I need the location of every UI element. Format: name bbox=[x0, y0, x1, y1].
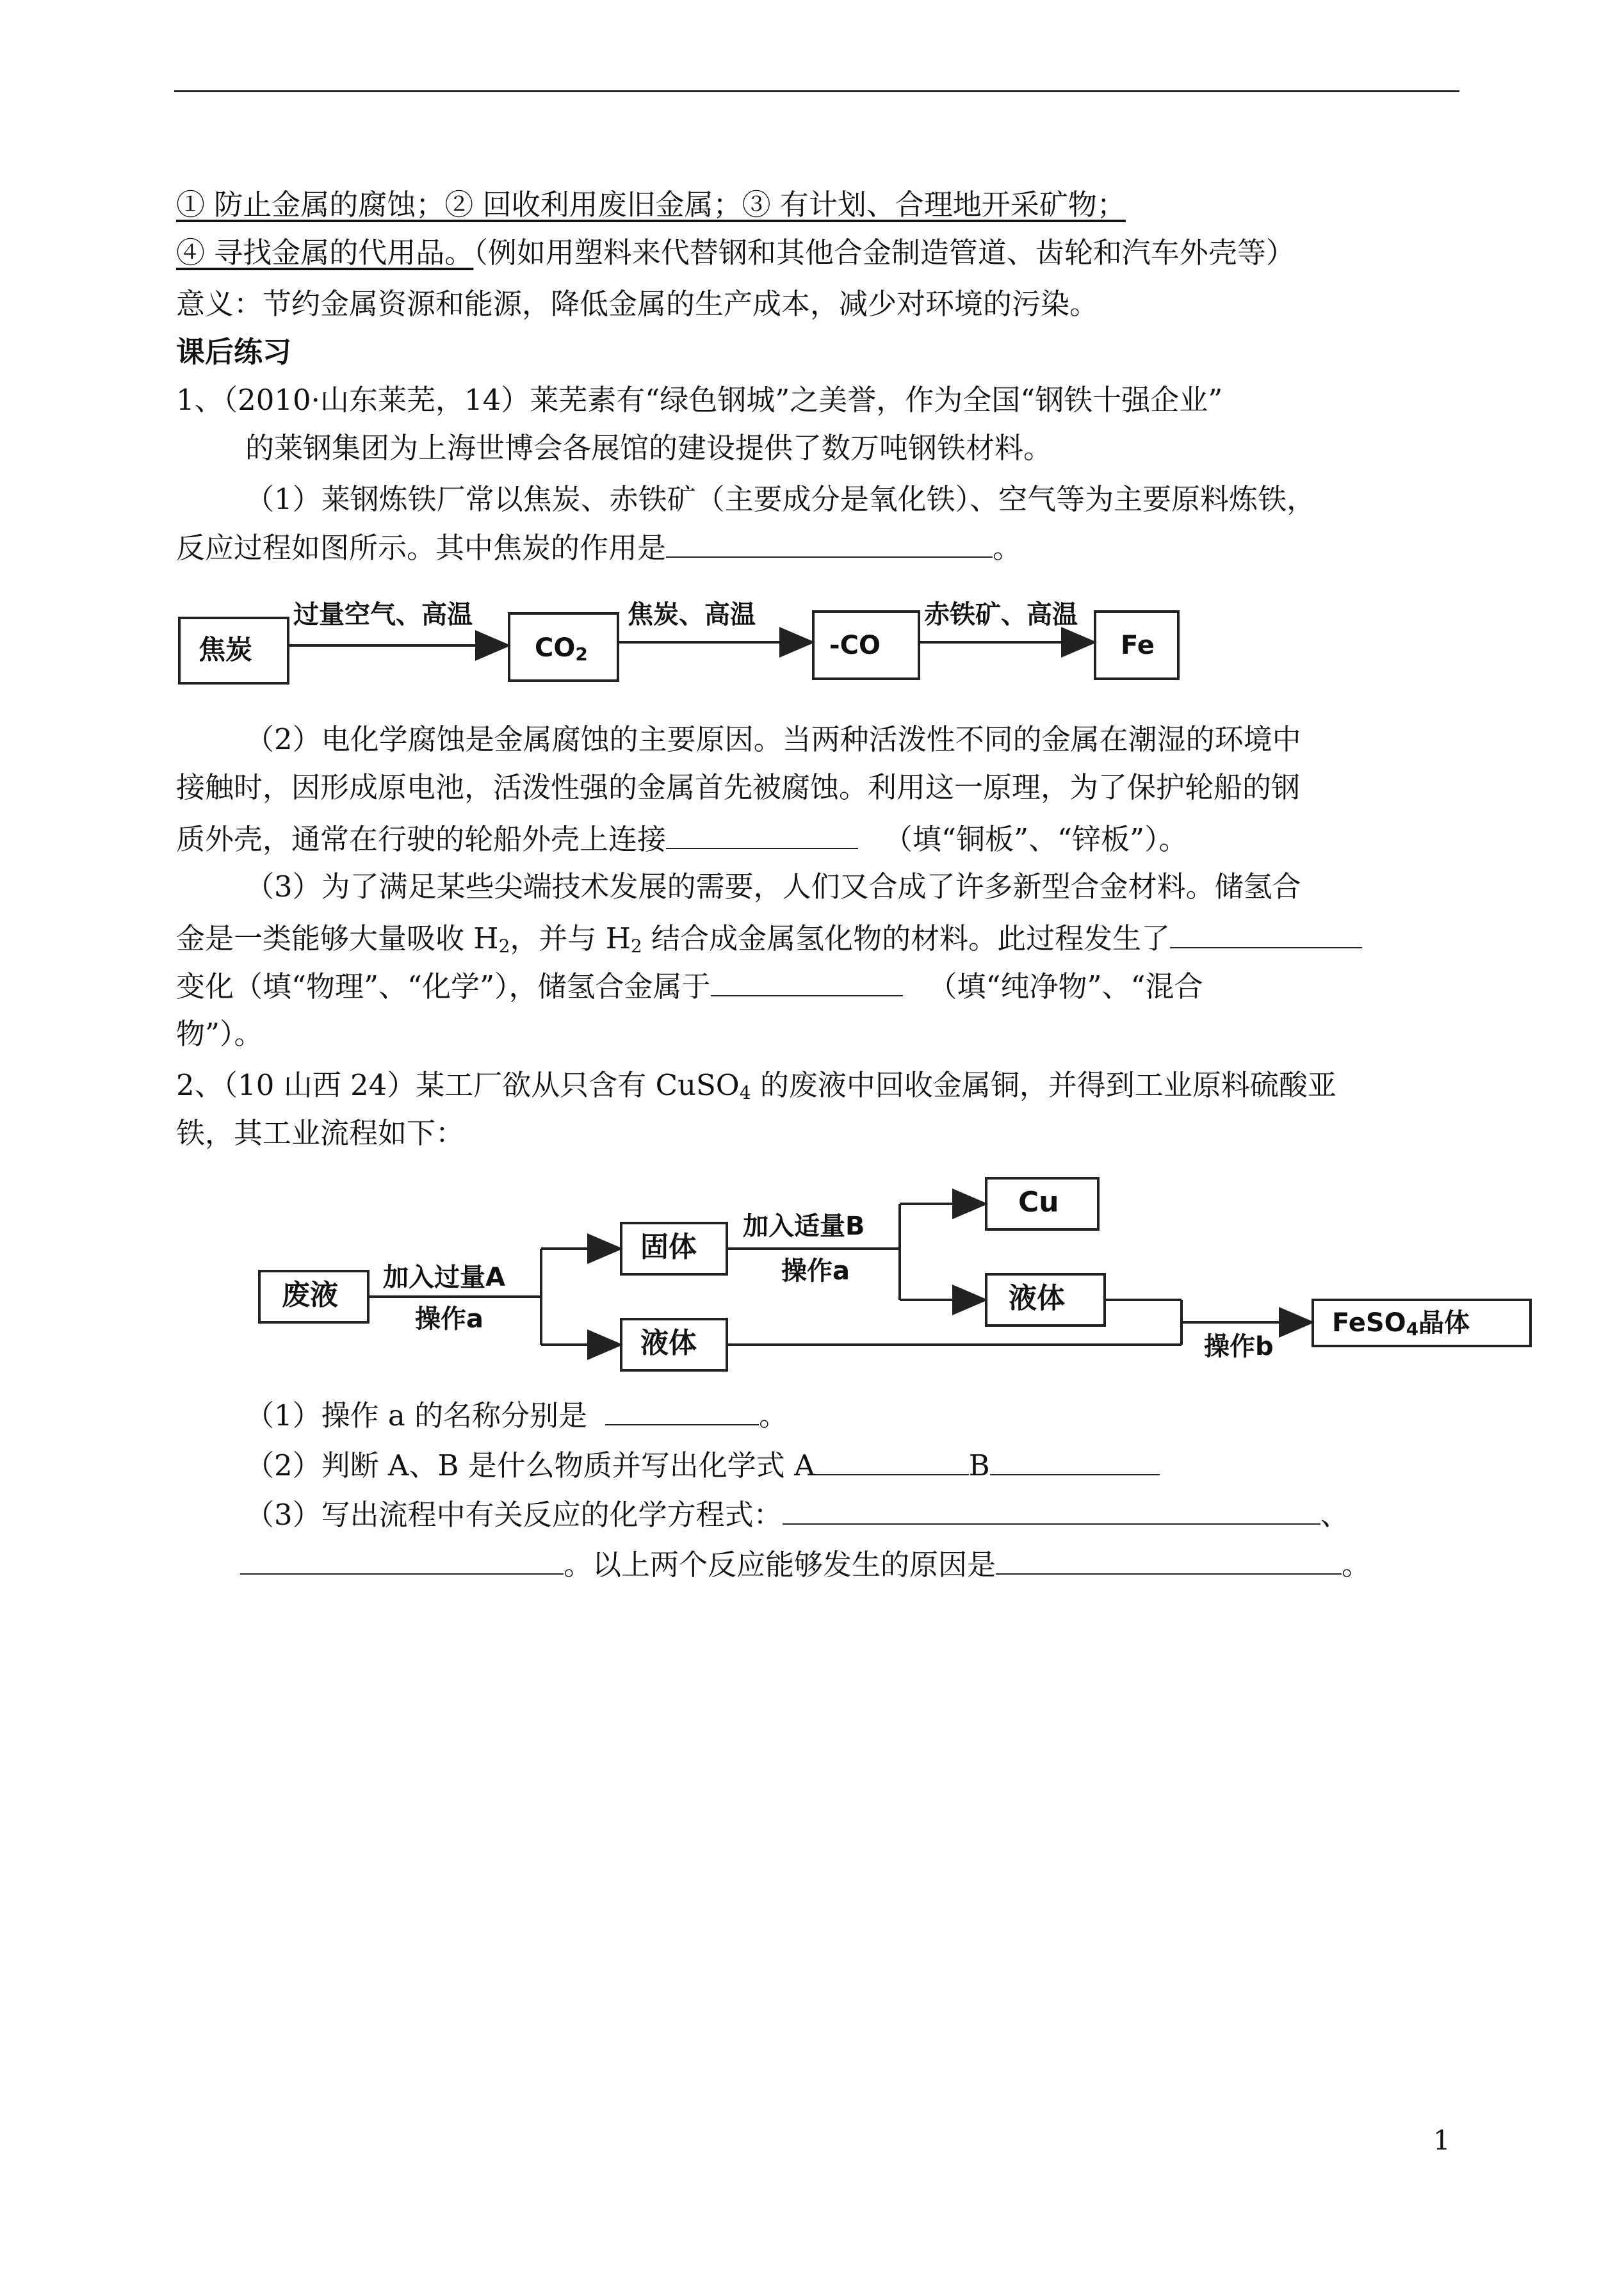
answer-blank-a[interactable] bbox=[815, 1446, 969, 1475]
label-add-a: 加入过量A bbox=[383, 1263, 505, 1292]
q1-intro-2: 的莱钢集团为上海世博会各展馆的建设提供了数万吨钢铁材料。 bbox=[245, 431, 1053, 465]
answer-blank-equation-2[interactable] bbox=[240, 1545, 564, 1575]
q1-part1-end: 。 bbox=[993, 531, 1022, 565]
label-liquid-1: 液体 bbox=[640, 1327, 697, 1359]
label-product: FeSO$_4$晶体 bbox=[1332, 1308, 1470, 1340]
section-heading: 课后练习 bbox=[176, 335, 292, 369]
answer-blank-substance-type[interactable] bbox=[711, 967, 903, 996]
measure-4-example: （例如用塑料来代替钢和其他合金制造管道、齿轮和汽车外壳等） bbox=[473, 236, 1295, 270]
answer-blank-op-a[interactable] bbox=[605, 1396, 759, 1425]
q2-intro-2: 铁，其工业流程如下： bbox=[176, 1116, 465, 1150]
label-op-a: 操作a bbox=[415, 1304, 483, 1334]
label-op-b: 操作b bbox=[1204, 1332, 1274, 1361]
label-fe: Fe bbox=[1121, 631, 1155, 660]
q1-part3-line4: 物”）。 bbox=[176, 1017, 263, 1051]
label-add-b: 加入适量B bbox=[743, 1212, 865, 1241]
q2-part2: （2）判断 A、B 是什么物质并写出化学式 A B bbox=[245, 1446, 1160, 1485]
label-arrow-3: 赤铁矿、高温 bbox=[924, 600, 1078, 629]
q1-part3-line1: （3）为了满足某些尖端技术发展的需要，人们又合成了许多新型合金材料。储氢合 bbox=[245, 870, 1301, 904]
answer-blank-change-type[interactable] bbox=[1170, 919, 1362, 948]
q1-part2-hint: （填“铜板”、“锌板”）。 bbox=[884, 822, 1188, 856]
q2-part3: （3）写出流程中有关反应的化学方程式： 、 bbox=[245, 1495, 1349, 1534]
answer-blank-reason[interactable] bbox=[996, 1545, 1342, 1575]
label-op-a-2: 操作a bbox=[781, 1256, 850, 1286]
answer-blank-equation-1[interactable] bbox=[783, 1495, 1320, 1525]
q1-part3-line2: 金是一类能够大量吸收 $H_2$，并与 $H_2$ 结合成金属氢化物的材料。此过程发生了 bbox=[176, 919, 1362, 966]
q2-intro-1: 2、（10 山西 24）某工厂欲从只含有 CuSO$_4$ 的废液中回收金属铜，并得到工业原料硫酸亚 bbox=[176, 1068, 1336, 1103]
q1-part2-line2: 接触时，因形成原电池，活泼性强的金属首先被腐蚀。利用这一原理，为了保护轮船的钢 bbox=[176, 770, 1301, 804]
label-solid: 固体 bbox=[640, 1231, 697, 1263]
q2-part1: （1）操作 a 的名称分别是 。 bbox=[245, 1396, 788, 1435]
q2-part3-cont: 。以上两个反应能够发生的原因是 。 bbox=[240, 1545, 1370, 1584]
label-co: -CO bbox=[829, 631, 881, 660]
q1-part1-line1: （1）莱钢炼铁厂常以焦炭、赤铁矿（主要成分是氧化铁）、空气等为主要原料炼铁， bbox=[245, 482, 1316, 516]
label-liquid-2: 液体 bbox=[1009, 1282, 1065, 1315]
q1-part2-line1: （2）电化学腐蚀是金属腐蚀的主要原因。当两种活泼性不同的金属在潮湿的环境中 bbox=[245, 722, 1301, 756]
label-co2: $CO_2$ bbox=[535, 633, 588, 665]
label-cu: Cu bbox=[1018, 1186, 1059, 1219]
page-number: 1 bbox=[1433, 2125, 1450, 2156]
significance-line: 意义：节约金属资源和能源，降低金属的生产成本，减少对环境的污染。 bbox=[176, 287, 1099, 321]
q1-part1-prompt: 反应过程如图所示。其中焦炭的作用是 bbox=[176, 531, 667, 565]
q1-part3-line3: 变化（填“物理”、“化学”），储氢合金属于 （填“纯净物”、“混合 bbox=[176, 967, 1203, 1006]
q1-part2-line3 bbox=[176, 820, 1188, 859]
label-waste: 废液 bbox=[282, 1279, 338, 1311]
label-coke: 焦炭 bbox=[199, 634, 253, 665]
answer-blank-b[interactable] bbox=[990, 1446, 1160, 1475]
label-arrow-2: 焦炭、高温 bbox=[628, 600, 756, 629]
q1-part2-prompt: 质外壳，通常在行驶的轮船外壳上连接 bbox=[176, 822, 667, 856]
answer-blank-plate[interactable] bbox=[666, 820, 858, 849]
q1-intro-1: 1、（2010·山东莱芜，14）莱芜素有“绿色钢城”之美誉，作为全国“钢铁十强企业” bbox=[176, 383, 1223, 417]
measure-4: ④ 寻找金属的代用品。 bbox=[176, 236, 474, 270]
measures-line-1: ① 防止金属的腐蚀；② 回收利用废旧金属；③ 有计划、合理地开采矿物； bbox=[176, 188, 1126, 222]
label-arrow-1: 过量空气、高温 bbox=[293, 600, 473, 629]
